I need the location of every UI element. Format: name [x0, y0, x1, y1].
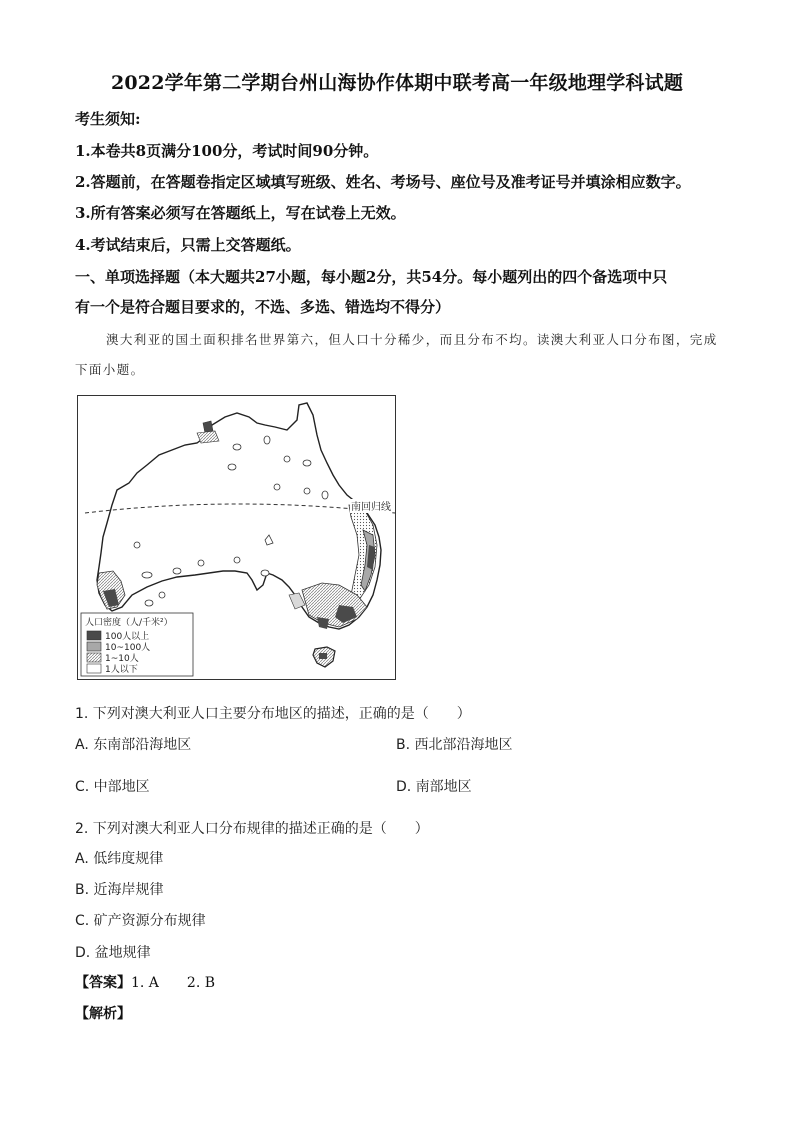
notice-item-1: 1.本卷共8页满分100分，考试时间90分钟。 [75, 142, 379, 160]
question-1-option-c: C. 中部地区 [75, 779, 150, 795]
notice-heading: 考生须知: [75, 110, 141, 128]
legend-title: 人口密度（人/千米²） [85, 618, 173, 628]
australia-population-map [77, 395, 396, 680]
question-2-option-c: C. 矿产资源分布规律 [75, 913, 206, 929]
answer-line [75, 972, 215, 992]
legend-label-3: 1~10人 [105, 654, 139, 664]
question-2-stem: 2. 下列对澳大利亚人口分布规律的描述正确的是（ ） [75, 821, 429, 837]
question-1-option-b: B. 西北部沿海地区 [396, 737, 513, 753]
page-title: 2022学年第二学期台州山海协作体期中联考高一年级地理学科试题 [110, 72, 684, 94]
question-2-option-a: A. 低纬度规律 [75, 851, 164, 867]
analysis-line [75, 1003, 131, 1023]
legend-label-2: 10~100人 [105, 643, 151, 653]
question-2-option-b: B. 近海岸规律 [75, 882, 164, 898]
analysis-label: 【解析】 [75, 1006, 131, 1022]
legend-swatch-2 [87, 642, 101, 651]
notice-item-3: 3.所有答案必须写在答题纸上，写在试卷上无效。 [75, 204, 406, 222]
question-1-option-d: D. 南部地区 [396, 779, 472, 795]
legend-label-4: 1人以下 [105, 665, 138, 675]
question-1-stem: 1. 下列对澳大利亚人口主要分布地区的描述，正确的是（ ） [75, 706, 471, 722]
notice-item-2: 2.答题前，在答题卷指定区域填写班级、姓名、考场号、座位号及准考证号并填涂相应数字。 [75, 173, 691, 191]
intro-line-2: 下面小题。 [75, 362, 145, 377]
section-heading-line-1: 一、单项选择题（本大题共27小题，每小题2分，共54分。每小题列出的四个备选项中只 [75, 268, 668, 286]
legend-swatch-3 [87, 653, 101, 662]
section-heading-line-2: 有一个是符合题目要求的，不选、多选、错选均不得分） [75, 298, 451, 316]
legend-label-1: 100人以上 [105, 632, 150, 642]
tropic-label: 南回归线 [351, 502, 391, 513]
notice-item-4: 4.考试结束后，只需上交答题纸。 [75, 236, 301, 254]
legend-swatch-4 [87, 664, 101, 673]
answer-text: 1. A 2. B [131, 975, 216, 991]
intro-line-1: 澳大利亚的国土面积排名世界第六，但人口十分稀少，而且分布不均。读澳大利亚人口分布图，完成 [106, 332, 718, 347]
question-1-option-a: A. 东南部沿海地区 [75, 737, 192, 753]
question-2-option-d: D. 盆地规律 [75, 945, 151, 961]
legend-swatch-1 [87, 631, 101, 640]
answer-label: 【答案】 [75, 975, 131, 991]
